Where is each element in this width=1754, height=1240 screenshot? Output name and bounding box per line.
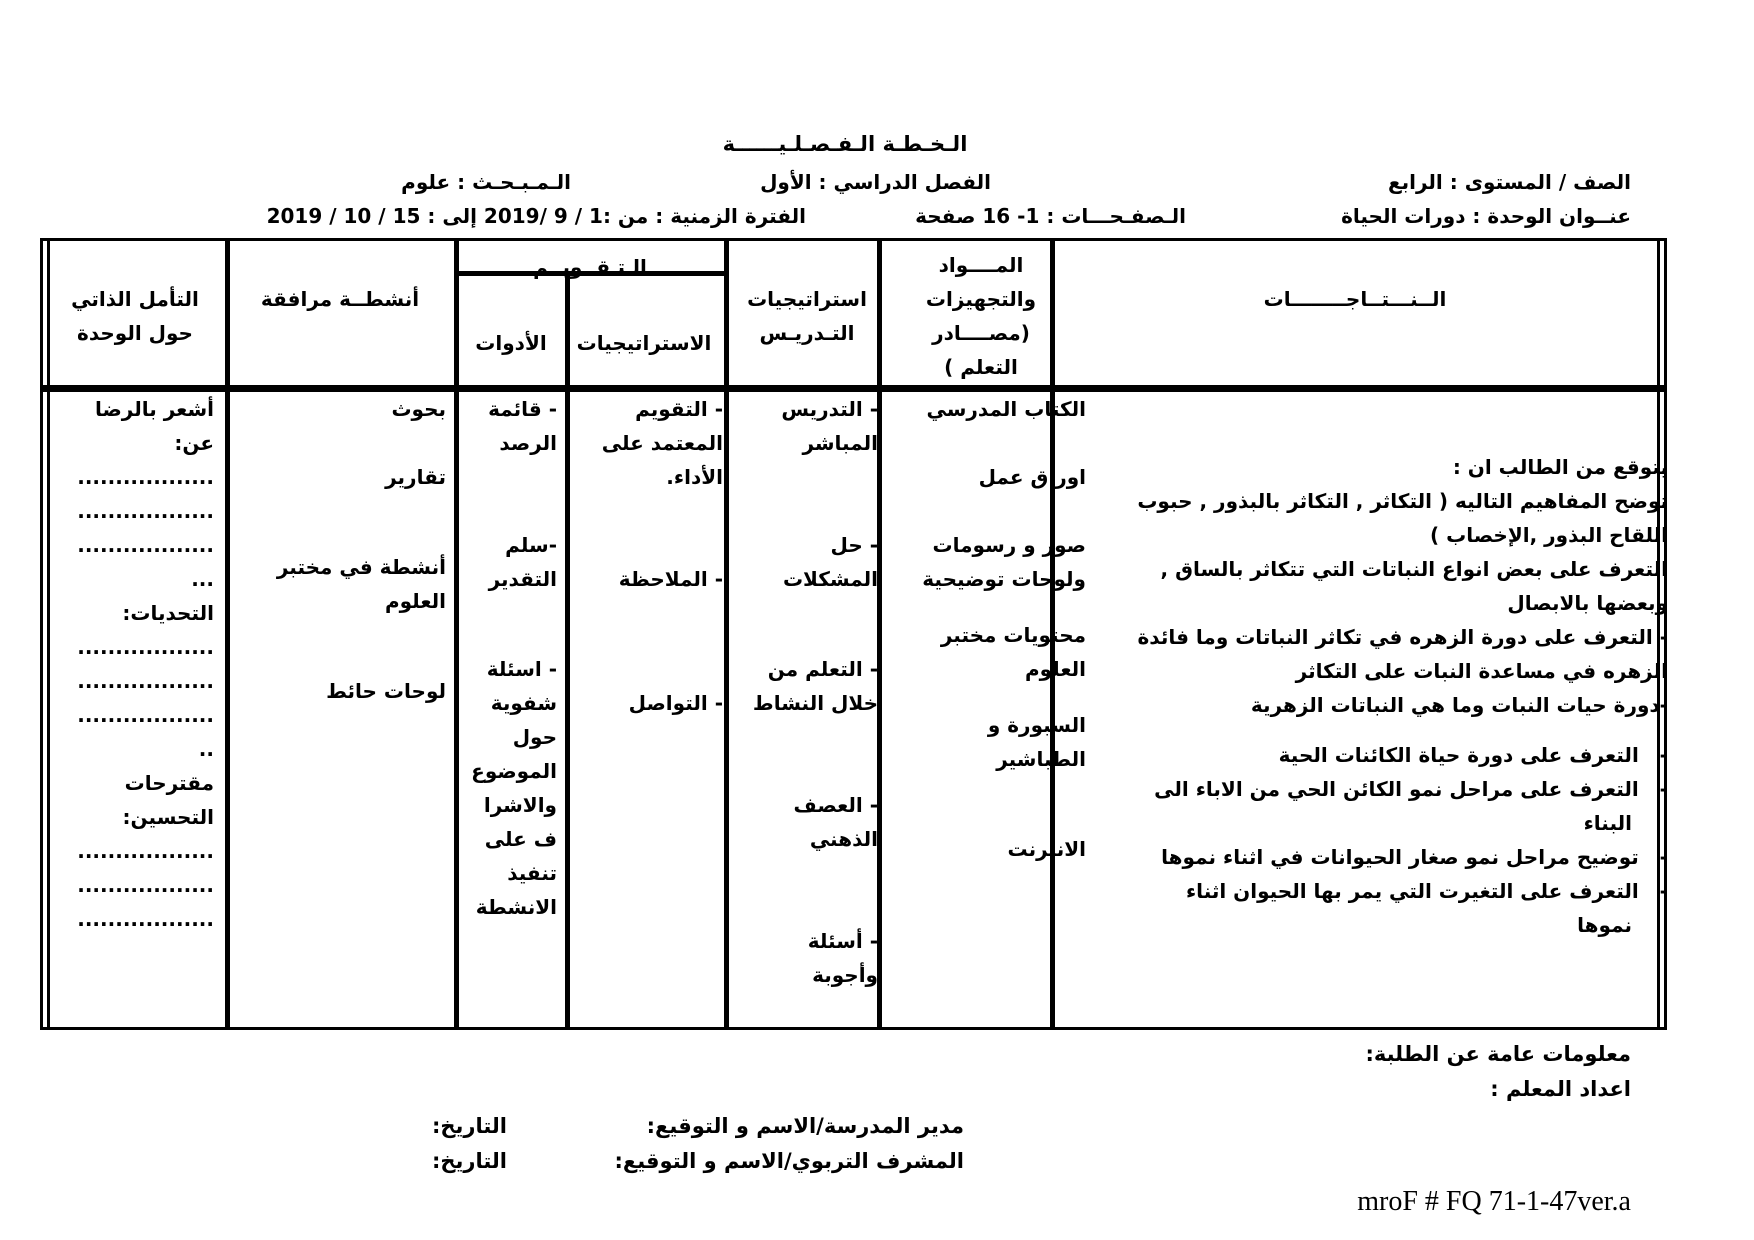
header-outcomes: الــنـــتــاجــــــــات [1263, 287, 1447, 311]
activity-item: العلوم [384, 589, 446, 613]
activity-item: بحوث [391, 397, 446, 421]
activity-item: لوحات حائط [326, 679, 446, 703]
material-item: العلوم [1024, 657, 1086, 681]
dotted-line: .................. [77, 873, 214, 897]
outcome-bullet-continued: نموها [1577, 913, 1632, 937]
period: الفترة الزمنية : من :1 / 9 /2019 إلى : 15 / 10 / 2019 [266, 204, 806, 228]
header-eval-strategies: الاستراتيجيات [576, 331, 712, 355]
grade-level: الصف / المستوى : الرابع [1387, 170, 1631, 194]
eval-strategy-item: - التواصل [628, 691, 723, 715]
header-eval-tools: الأدوات [475, 331, 547, 355]
outcome-line: -دورة حيات النبات وما هي النباتات الزهرية [1250, 693, 1668, 717]
reflection-improvement: التحسين: [122, 805, 214, 829]
border-left-inner [47, 241, 50, 1027]
outcome-bullet: - توضيح مراحل نمو صغار الحيوانات في اثناء نموها [1088, 840, 1668, 874]
dotted-line: .. [198, 737, 214, 761]
dotted-line: ... [191, 567, 214, 591]
reflection-about: عن: [174, 431, 214, 455]
dotted-line: .................. [77, 907, 214, 931]
dotted-line: .................. [77, 635, 214, 659]
teaching-item: - أسئلة [807, 929, 878, 953]
outcome-bullet: - التعرف على التغيرت التي يمر بها الحيوان اثناء [1088, 874, 1668, 908]
outcome-line: توضح المفاهيم التاليه ( التكاثر , التكاثر بالبذور , حبوب [1137, 489, 1668, 513]
activity-item: تقارير [385, 465, 446, 489]
material-item: الطباشير [996, 747, 1086, 771]
eval-strategy-item: - التقويم [635, 397, 723, 421]
form-code: mroF # FQ 71-1-47ver.a [1357, 1186, 1631, 1217]
date-label: التاريخ: [431, 1149, 507, 1173]
teaching-strategies-cell [753, 392, 878, 992]
eval-tool-item: الرصد [499, 431, 557, 455]
eval-strategy-item: المعتمد على [601, 431, 723, 455]
eval-tool-item: الموضوع [471, 759, 557, 783]
header-teaching: استراتيجيات التـدريـس [747, 287, 867, 345]
date-label: التاريخ: [431, 1114, 507, 1138]
eval-tool-item: ف على [484, 827, 557, 851]
unit-title: عنــوان الوحدة : دورات الحياة [1341, 204, 1631, 228]
header-reflection: التأمل الذاتي حول الوحدة [71, 287, 199, 345]
header-materials: المــــواد والتجهيزات (مصــــادر التعلم ) [925, 253, 1037, 379]
teaching-item: المباشر [802, 431, 878, 455]
material-item: محتويات مختبر [940, 623, 1086, 647]
reflection-suggestions: مقترحات [124, 771, 214, 795]
prepared-by: اعداد المعلم : [1490, 1077, 1631, 1101]
header-evaluation: الـتـقــويــم [533, 255, 647, 279]
outcome-line: التعرف على بعض انواع النباتات التي تتكاثر بالساق , [1160, 557, 1668, 581]
material-item: ولوحات توضيحية [922, 567, 1086, 591]
teaching-item: وأجوبة [812, 963, 878, 987]
eval-strategies-cell [602, 392, 723, 720]
eval-tool-item: -سلم [505, 533, 557, 557]
dotted-line: .................. [77, 499, 214, 523]
eval-tool-item: تنفيذ [507, 861, 557, 885]
eval-tools-cell [471, 392, 557, 924]
material-item: اوراق عمل [978, 465, 1086, 489]
activities-cell [277, 392, 446, 708]
students-info: معلومات عامة عن الطلبة: [1365, 1042, 1631, 1066]
dotted-line: .................. [77, 839, 214, 863]
reflection-challenges: التحديات: [122, 601, 214, 625]
material-item: السبورة و [987, 713, 1086, 737]
eval-tool-item: التقدير [488, 567, 557, 591]
eval-tool-item: حول [512, 725, 557, 749]
dotted-line: .................. [77, 465, 214, 489]
material-item: صور و رسومات [932, 533, 1086, 557]
page-title: الـخـطـة الـفـصـلـيــــــة [722, 132, 968, 156]
teaching-item: خلال النشاط [752, 691, 878, 715]
reflection-satisfied: أشعر بالرضا [94, 397, 214, 421]
outcome-bullet-continued: البناء [1583, 811, 1632, 835]
teaching-item: - التدريس [781, 397, 878, 421]
pages: الـصفـحـــات : 1- 16 صفحة [915, 204, 1186, 228]
supervisor-signature: المشرف التربوي/الاسم و التوقيع: [614, 1149, 964, 1173]
dotted-line: .................. [77, 703, 214, 727]
subject: الـمـبـحـث : علوم [401, 170, 571, 194]
header-activities: أنشطــة مرافقة [260, 287, 420, 311]
col-divider [565, 276, 570, 1027]
outcomes-cell [1088, 450, 1668, 942]
outcome-line: وبعضها بالابصال [1507, 591, 1668, 615]
outcome-line: الزهره في مساعدة النبات على التكاثر [1295, 659, 1668, 683]
eval-tool-item: - قائمة [488, 397, 557, 421]
materials-cell [922, 392, 1086, 866]
header-separator [43, 385, 1664, 392]
col-divider [724, 241, 729, 1027]
outcomes-intro: يتوقع من الطالب ان : [1452, 455, 1668, 479]
reflection-cell [77, 392, 214, 936]
semester: الفصل الدراسي : الأول [760, 170, 991, 194]
teaching-item: - العصف [793, 793, 878, 817]
outcome-line: - التعرف على دورة الزهره في تكاثر النباتات وما فائدة [1137, 625, 1668, 649]
principal-signature: مدير المدرسة/الاسم و التوقيع: [646, 1114, 964, 1138]
material-item: الكتاب المدرسي [926, 397, 1086, 421]
teaching-item: - التعلم من [767, 657, 878, 681]
material-item: الانترنت [1007, 837, 1086, 861]
eval-tool-item: شفوية [490, 691, 557, 715]
outcome-line: اللقاح البذور ,الإخصاب ) [1430, 523, 1668, 547]
eval-strategy-item: الأداء. [666, 465, 723, 489]
activity-item: أنشطة في مختبر [276, 555, 446, 579]
teaching-item: الذهني [809, 827, 878, 851]
col-divider [225, 241, 230, 1027]
outcome-bullet: - التعرف على دورة حياة الكائنات الحية [1088, 738, 1668, 772]
teaching-item: المشكلات [782, 567, 878, 591]
teaching-item: - حل [830, 533, 878, 557]
eval-tool-item: - اسئلة [486, 657, 557, 681]
eval-tool-item: الانشطة [475, 895, 557, 919]
dotted-line: .................. [77, 669, 214, 693]
eval-strategy-item: - الملاحظة [618, 567, 723, 591]
dotted-line: .................. [77, 533, 214, 557]
eval-tool-item: والاشرا [483, 793, 557, 817]
outcome-bullet: - التعرف على مراحل نمو الكائن الحي من الاباء الى [1088, 772, 1668, 806]
